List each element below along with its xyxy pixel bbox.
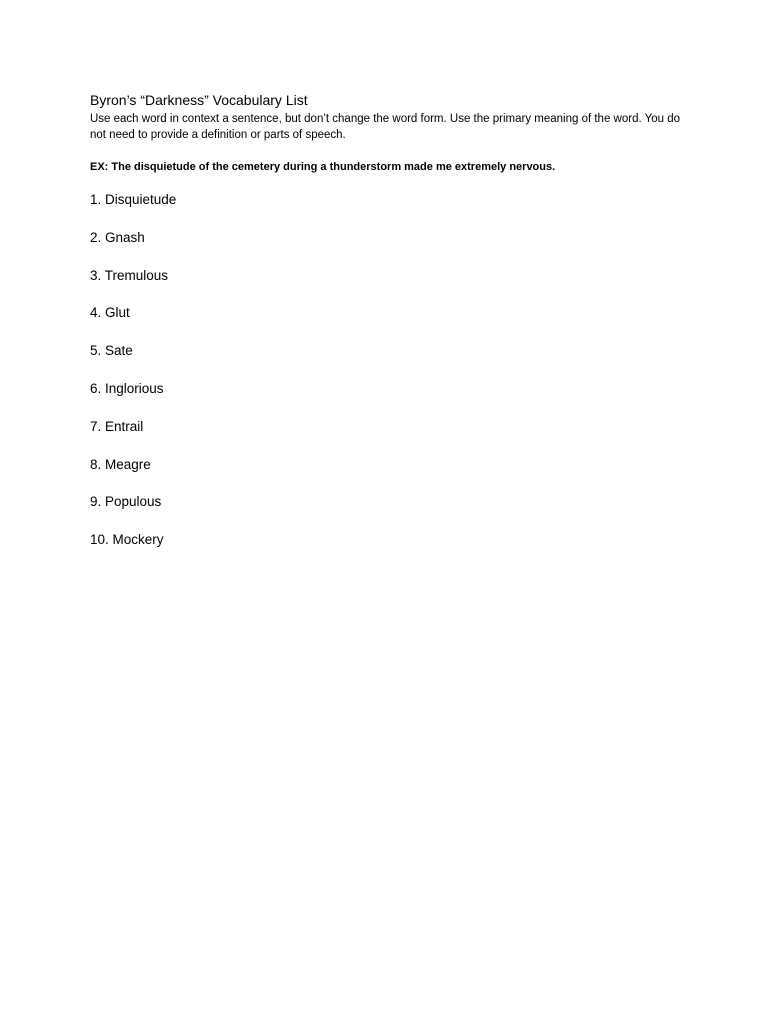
vocabulary-item: 2. Gnash — [90, 229, 145, 245]
vocabulary-item: 6. Inglorious — [90, 380, 164, 396]
instructions-text: Use each word in context a sentence, but don’t change the word form. Use the primary meaning of the word. You do not need to provide a definition or parts of speech. — [90, 113, 681, 141]
vocabulary-item: 8. Meagre — [90, 456, 151, 472]
vocabulary-item: 7. Entrail — [90, 418, 144, 434]
document-title: Byron’s “Darkness” Vocabulary List — [90, 92, 308, 108]
vocabulary-item: 4. Glut — [90, 305, 130, 321]
vocabulary-list — [90, 190, 176, 568]
vocabulary-item: 3. Tremulous — [90, 267, 169, 283]
vocabulary-item: 10. Mockery — [90, 532, 164, 548]
vocabulary-item: 5. Sate — [90, 343, 133, 359]
example-sentence: EX: The disquietude of the cemetery during a thunderstorm made me extremely nervous. — [90, 161, 556, 173]
vocabulary-item: 9. Populous — [90, 494, 162, 510]
vocabulary-item: 1. Disquietude — [90, 192, 177, 207]
